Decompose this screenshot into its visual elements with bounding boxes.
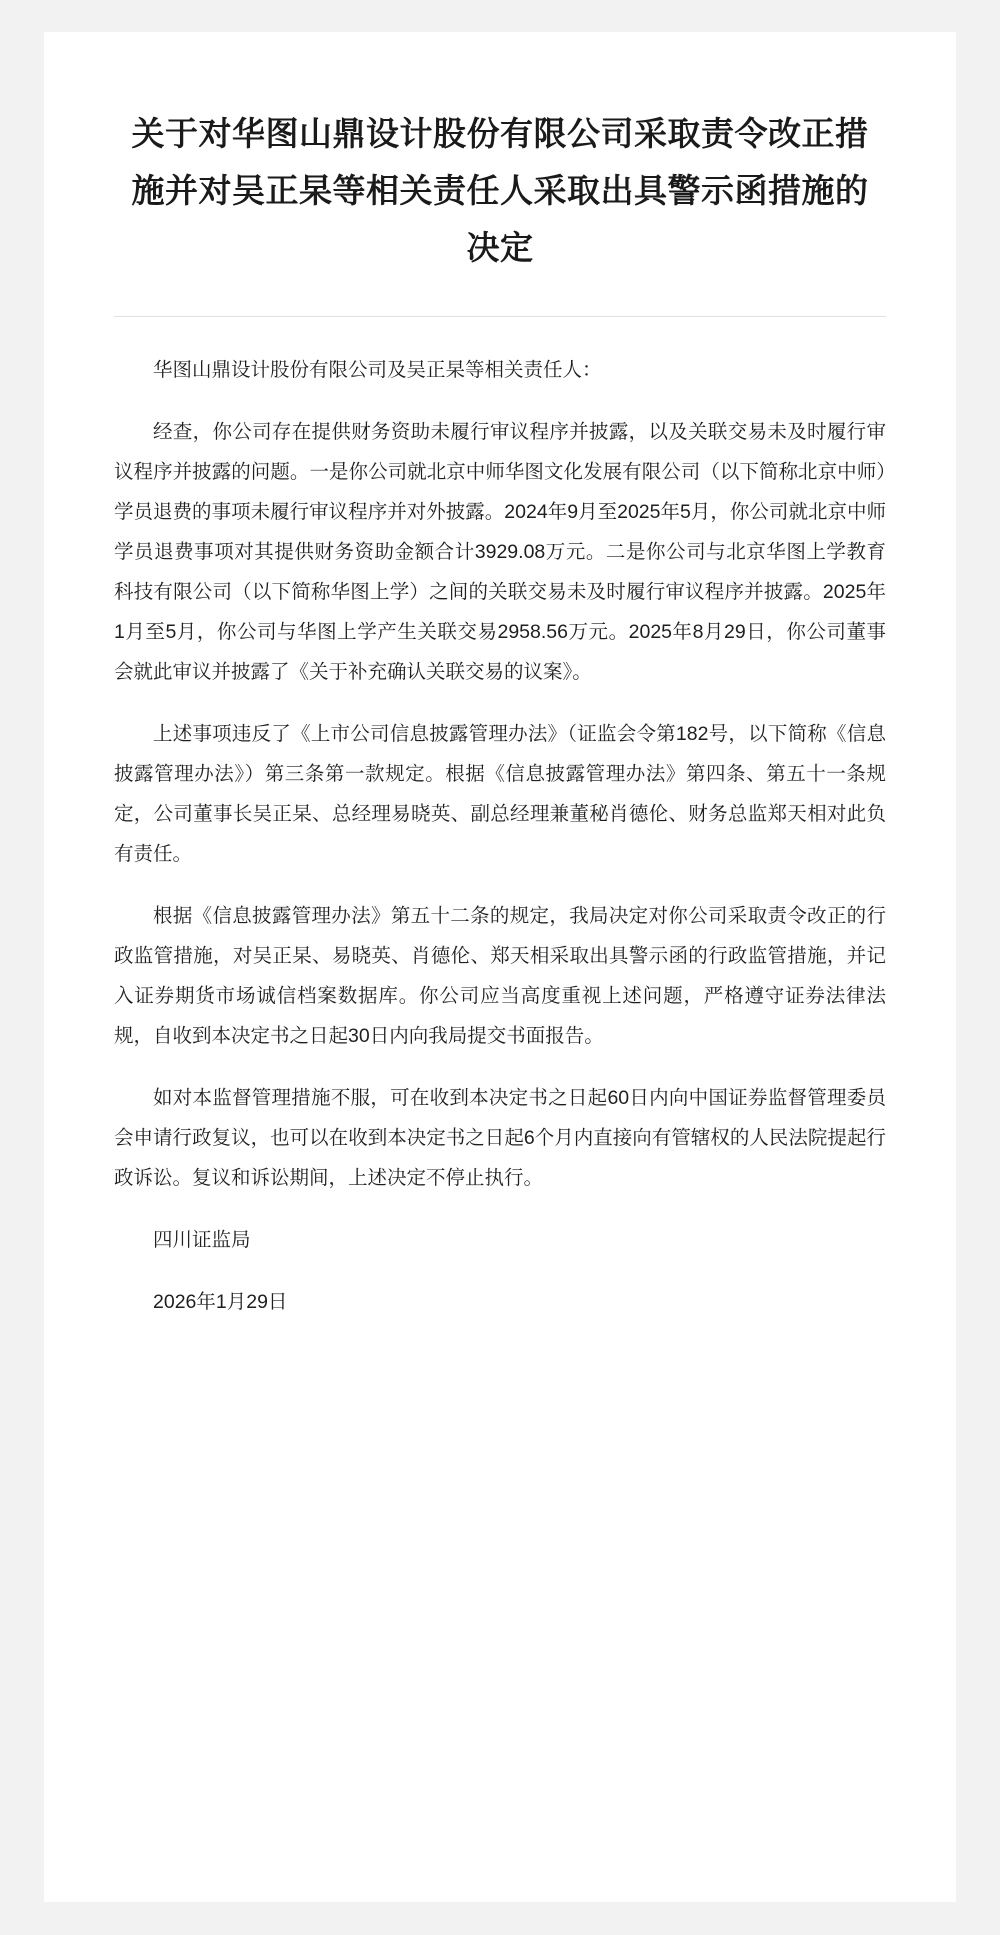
document-sheet (44, 32, 956, 1902)
title-divider (114, 316, 886, 317)
addressee-line: 华图山鼎设计股份有限公司及吴正杲等相关责任人： (153, 359, 602, 382)
issue-date: 2026年1月29日 (153, 1290, 288, 1313)
issuer-name: 四川证监局 (153, 1228, 251, 1251)
paragraph-violations: 上述事项违反了《上市公司信息披露管理办法》（证监会令第182号，以下简称《信息披露管理办法》）第三条第一款规定。根据《信息披露管理办法》第四条、第五十一条规定，公司董事长吴正杲、总经理易晓英、副总经理兼董秘肖德伦、财务总监郑天相对此负有责任。 (114, 723, 886, 865)
paragraph-findings: 经查，你公司存在提供财务资助未履行审议程序并披露，以及关联交易未及时履行审议程序并披露的问题。一是你公司就北京中师华图文化发展有限公司（以下简称北京中师）学员退费的事项未履行审议程序并对外披露。2024年9月至2025年5月，你公司就北京中师学员退费事项对其提供财务资助金额合计3929.08万元。二是你公司与北京华图上学教育科技有限公司（以下简称华图上学）之间的关联交易未及时履行审议程序并披露。2025年1月至5月，你公司与华图上学产生关联交易2958.56万元。2025年8月29日，你公司董事会就此审议并披露了《关于补充确认关联交易的议案》。 (114, 421, 886, 684)
page-title: 关于对华图山鼎设计股份有限公司采取责令改正措施并对吴正杲等相关责任人采取出具警示函措施的决定 (131, 115, 869, 266)
paragraph-appeal: 如对本监督管理措施不服，可在收到本决定书之日起60日内向中国证券监督管理委员会申请行政复议，也可以在收到本决定书之日起6个月内直接向有管辖权的人民法院提起行政诉讼。复议和诉讼期间，上述决定不停止执行。 (114, 1086, 886, 1189)
paragraph-measures: 根据《信息披露管理办法》第五十二条的规定，我局决定对你公司采取责令改正的行政监管措施，对吴正杲、易晓英、肖德伦、郑天相采取出具警示函的行政监管措施，并记入证券期货市场诚信档案数据库。你公司应当高度重视上述问题，严格遵守证券法律法规，自收到本决定书之日起30日内向我局提交书面报告。 (114, 904, 886, 1047)
document-body (114, 351, 886, 1322)
